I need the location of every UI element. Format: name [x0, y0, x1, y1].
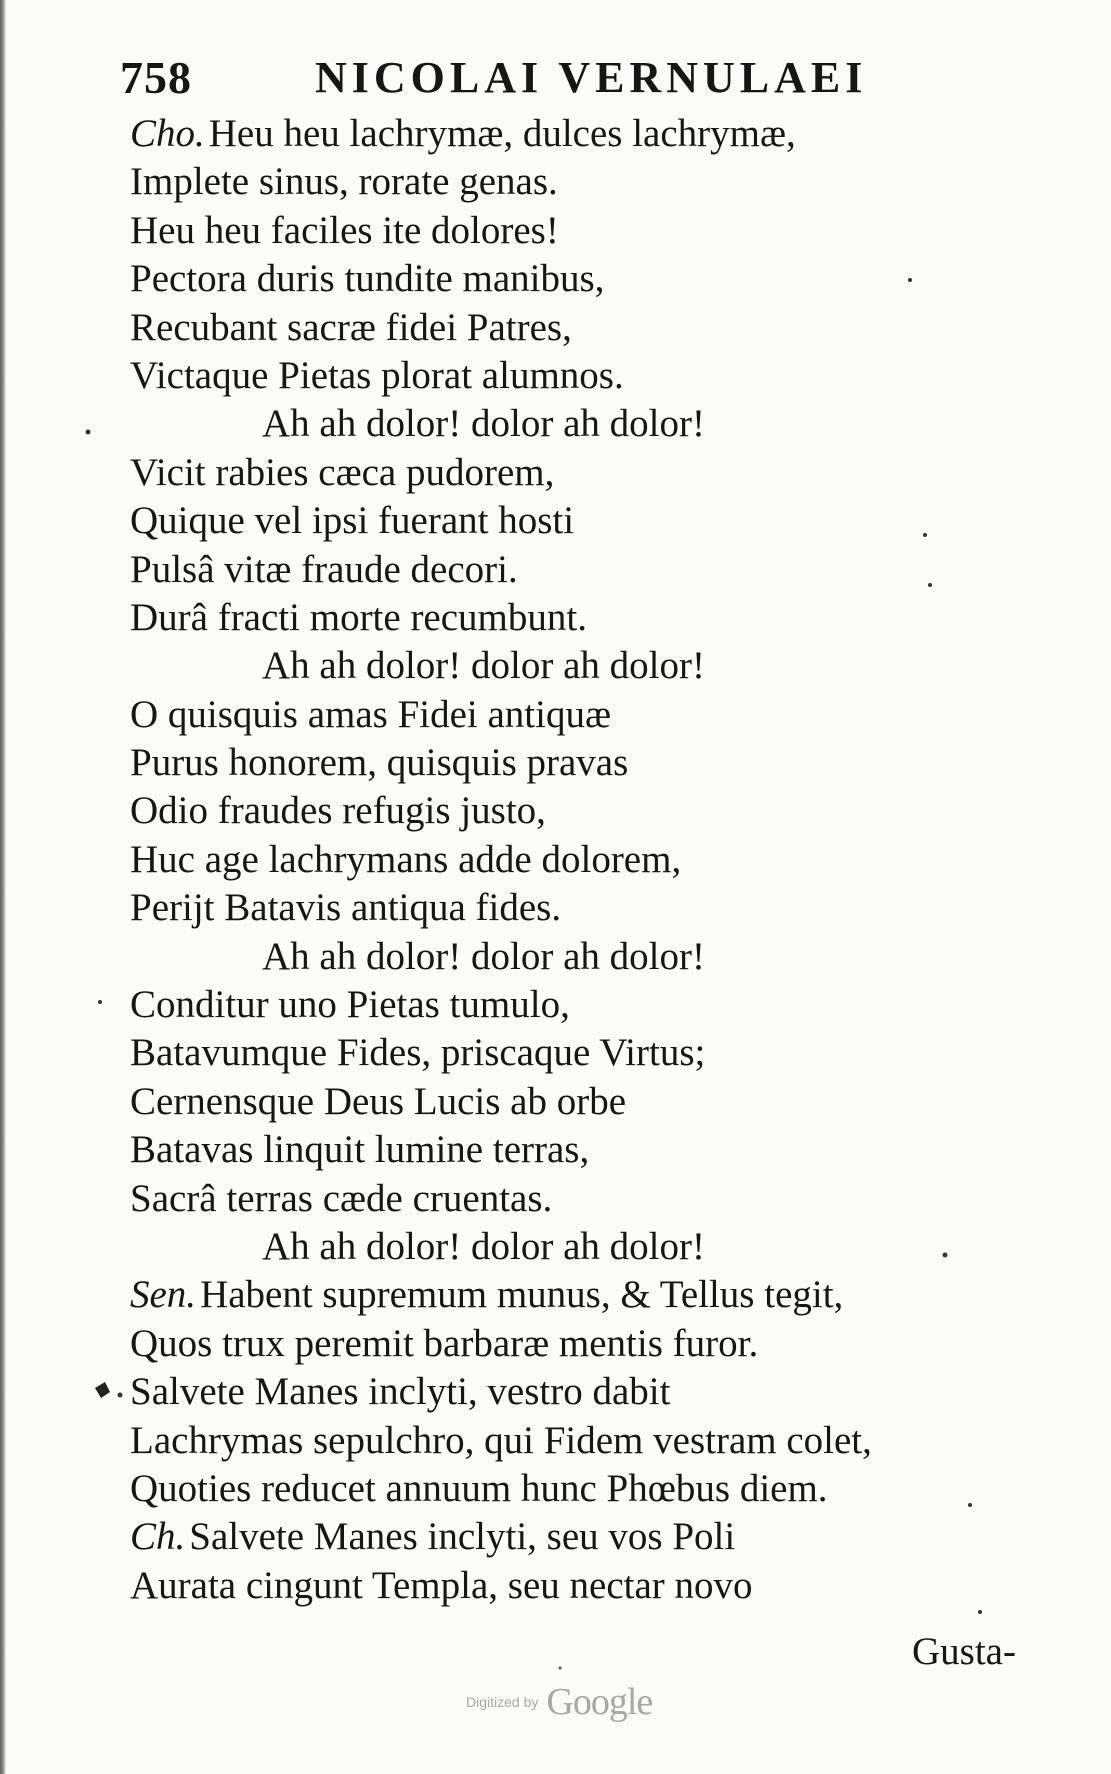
verse-line	[130, 1465, 1060, 1513]
line-text: Heu heu lachrymæ, dulces lachrymæ,	[208, 112, 796, 155]
line-text: Quique vel ipsi fuerant hosti	[130, 499, 575, 543]
line-text: Heu heu faciles ite dolores!	[130, 208, 559, 252]
refrain-line	[130, 642, 1060, 690]
verse-line	[130, 1562, 1060, 1610]
speck	[98, 1000, 102, 1004]
line-text: Ah ah dolor! dolor ah dolor!	[262, 934, 705, 978]
verse-line	[130, 1417, 1060, 1465]
verse-line	[130, 304, 1060, 352]
line-text: Ah ah dolor! dolor ah dolor!	[262, 644, 705, 688]
verse-line	[130, 1029, 1060, 1077]
line-text: Pectora duris tundite manibus,	[130, 257, 605, 301]
line-text: Pulsâ vitæ fraude decori.	[130, 547, 518, 591]
speck	[118, 1393, 123, 1398]
verse-line	[130, 1126, 1060, 1174]
line-text: Recubant sacræ fidei Patres,	[130, 305, 572, 349]
verse-text	[130, 110, 1060, 1610]
line-text: Lachrymas sepulchro, qui Fidem vestram colet,	[130, 1418, 872, 1462]
line-text: Sacrâ terras cæde cruentas.	[130, 1176, 553, 1220]
verse-line	[130, 1513, 1060, 1561]
verse-line	[130, 546, 1060, 594]
verse-line	[130, 255, 1060, 303]
line-text: Conditur uno Pietas tumulo,	[130, 983, 570, 1027]
speaker-label: Sen.	[130, 1273, 197, 1317]
google-logo: Google	[546, 1681, 653, 1723]
line-text: Vicit rabies cæca pudorem,	[130, 450, 555, 494]
line-text: Cernensque Deus Lucis ab orbe	[130, 1079, 627, 1123]
refrain-line	[130, 400, 1060, 448]
verse-line	[130, 1271, 1060, 1319]
verse-line	[130, 1320, 1060, 1368]
line-text: O quisquis amas Fidei antiquæ	[130, 692, 611, 736]
line-text: Perijt Batavis antiqua fides.	[130, 886, 562, 930]
page-number: 758	[120, 52, 192, 103]
verse-line	[130, 884, 1060, 932]
verse-line	[130, 787, 1060, 835]
verse-line	[130, 497, 1060, 545]
line-text: Durâ fracti morte recumbunt.	[130, 595, 587, 639]
page-header	[120, 48, 1040, 108]
line-text: Quos trux peremit barbaræ mentis furor.	[130, 1321, 759, 1365]
line-text: Habent supremum munus, & Tellus tegit,	[200, 1273, 844, 1317]
verse-line	[130, 449, 1060, 497]
google-watermark	[466, 1680, 706, 1730]
watermark-label: Digitized by	[466, 1694, 539, 1710]
refrain-line	[130, 1223, 1060, 1271]
line-text: Salvete Manes inclyti, vestro dabit	[130, 1370, 671, 1414]
verse-line	[130, 1175, 1060, 1223]
line-text: Batavumque Fides, priscaque Virtus;	[130, 1031, 706, 1075]
verse-line	[130, 1368, 1060, 1416]
line-text: Odio fraudes refugis justo,	[130, 789, 546, 833]
line-text: Huc age lachrymans adde dolorem,	[130, 837, 682, 881]
catchword: Gusta-	[912, 1630, 1016, 1673]
line-text: Aurata cingunt Templa, seu nectar novo	[130, 1563, 753, 1607]
verse-line	[130, 158, 1060, 206]
line-text: Ah ah dolor! dolor ah dolor!	[262, 402, 705, 446]
running-head: NICOLAI VERNULAEI	[315, 53, 868, 102]
verse-line	[130, 836, 1060, 884]
line-text: Batavas linquit lumine terras,	[130, 1128, 590, 1172]
speaker-label: Cho.	[130, 112, 205, 155]
verse-line	[130, 691, 1060, 739]
speaker-label: Ch.	[130, 1515, 186, 1559]
verse-line	[130, 1078, 1060, 1126]
refrain-line	[130, 933, 1060, 981]
verse-line	[130, 352, 1060, 400]
line-text: Purus honorem, quisquis pravas	[130, 741, 629, 785]
speck	[559, 1667, 562, 1670]
line-text: Implete sinus, rorate genas.	[130, 160, 558, 204]
verse-line	[130, 739, 1060, 787]
verse-line	[130, 981, 1060, 1029]
line-text: Salvete Manes inclyti, seu vos Poli	[189, 1515, 736, 1559]
verse-line	[130, 110, 1060, 158]
ink-mark	[95, 1382, 110, 1398]
verse-line	[130, 594, 1060, 642]
line-text: Quoties reducet annuum hunc Phœbus diem.	[130, 1466, 828, 1510]
speck	[86, 430, 91, 435]
verse-line	[130, 207, 1060, 255]
speck	[978, 1610, 982, 1614]
line-text: Ah ah dolor! dolor ah dolor!	[262, 1224, 705, 1268]
line-text: Victaque Pietas plorat alumnos.	[130, 353, 624, 397]
